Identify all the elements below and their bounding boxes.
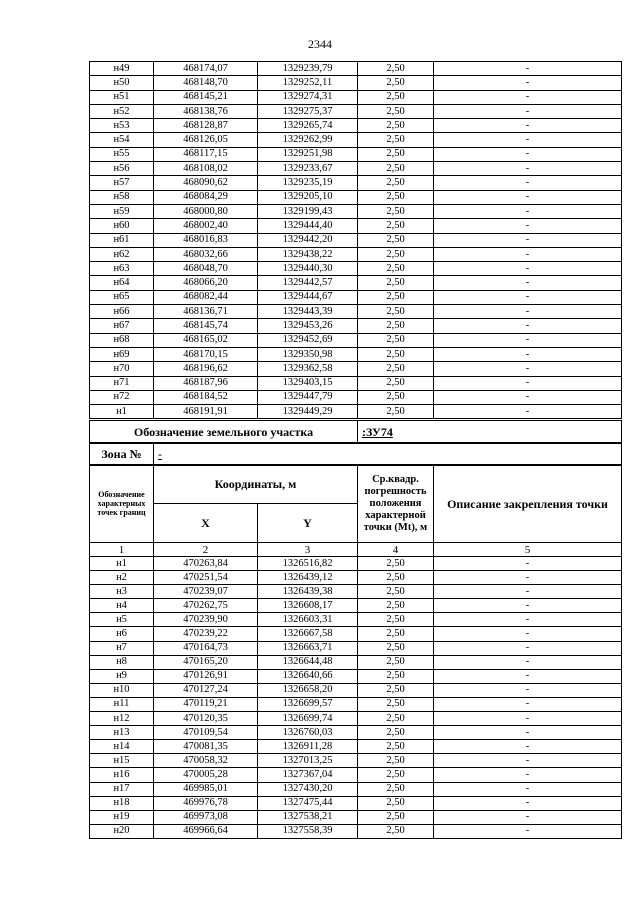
cell-accuracy: 2,50	[358, 571, 434, 585]
cell-description: -	[434, 697, 622, 711]
header-description: Описание закрепления точки	[434, 465, 622, 543]
cell-description: -	[434, 712, 622, 726]
cell-description: -	[434, 726, 622, 740]
cell-description: -	[434, 76, 622, 90]
col-num-3: 3	[258, 543, 358, 557]
table-row	[90, 571, 622, 585]
cell-point-id: н57	[90, 176, 154, 190]
cell-point-id: н61	[90, 233, 154, 247]
cell-accuracy: 2,50	[358, 599, 434, 613]
cell-description: -	[434, 62, 622, 76]
table-row	[90, 104, 622, 118]
cell-y-coord: 1329453,26	[258, 319, 358, 333]
cell-description: -	[434, 585, 622, 599]
cell-description: -	[434, 104, 622, 118]
coordinates-table	[89, 464, 622, 839]
table-row	[90, 333, 622, 347]
table-row	[90, 133, 622, 147]
cell-y-coord: 1326699,57	[258, 697, 358, 711]
cell-description: -	[434, 162, 622, 176]
cell-accuracy: 2,50	[358, 405, 434, 419]
col-num-1: 1	[90, 543, 154, 557]
cell-x-coord: 470081,35	[154, 740, 258, 754]
table-row	[90, 405, 622, 419]
table-row	[90, 362, 622, 376]
cell-description: -	[434, 247, 622, 261]
cell-accuracy: 2,50	[358, 754, 434, 768]
cell-x-coord: 470164,73	[154, 641, 258, 655]
cell-point-id: н10	[90, 683, 154, 697]
cell-accuracy: 2,50	[358, 697, 434, 711]
cell-x-coord: 470120,35	[154, 712, 258, 726]
cell-description: -	[434, 262, 622, 276]
cell-description: -	[434, 290, 622, 304]
cell-accuracy: 2,50	[358, 219, 434, 233]
cell-point-id: н8	[90, 655, 154, 669]
zone-number-row	[89, 442, 622, 466]
cell-point-id: н53	[90, 119, 154, 133]
table-row	[90, 233, 622, 247]
cell-y-coord: 1326603,31	[258, 613, 358, 627]
cell-x-coord: 468128,87	[154, 119, 258, 133]
page-number: 2344	[308, 37, 332, 51]
cell-point-id: н72	[90, 390, 154, 404]
cell-y-coord: 1326699,74	[258, 712, 358, 726]
cell-point-id: н1	[90, 557, 154, 571]
cell-y-coord: 1326667,58	[258, 627, 358, 641]
table-row	[90, 824, 622, 838]
cell-x-coord: 468117,15	[154, 147, 258, 161]
cell-accuracy: 2,50	[358, 90, 434, 104]
cell-y-coord: 1329265,74	[258, 119, 358, 133]
cell-x-coord: 468148,70	[154, 76, 258, 90]
cell-description: -	[434, 641, 622, 655]
cell-point-id: н68	[90, 333, 154, 347]
cell-accuracy: 2,50	[358, 333, 434, 347]
cell-accuracy: 2,50	[358, 376, 434, 390]
cell-accuracy: 2,50	[358, 627, 434, 641]
cell-description: -	[434, 347, 622, 361]
cell-x-coord: 468002,40	[154, 219, 258, 233]
cell-description: -	[434, 319, 622, 333]
col-num-2: 2	[154, 543, 258, 557]
cell-point-id: н55	[90, 147, 154, 161]
cell-description: -	[434, 405, 622, 419]
cell-x-coord: 468184,52	[154, 390, 258, 404]
table-row	[90, 796, 622, 810]
cell-point-id: н13	[90, 726, 154, 740]
col-num-5: 5	[434, 543, 622, 557]
cell-y-coord: 1329442,57	[258, 276, 358, 290]
zone-label: Зона №	[90, 443, 154, 466]
cell-point-id: н1	[90, 405, 154, 419]
table-row	[90, 290, 622, 304]
cell-x-coord: 470005,28	[154, 768, 258, 782]
cell-accuracy: 2,50	[358, 712, 434, 726]
table-row	[90, 585, 622, 599]
cell-point-id: н71	[90, 376, 154, 390]
cell-accuracy: 2,50	[358, 390, 434, 404]
table-row	[90, 810, 622, 824]
cell-accuracy: 2,50	[358, 104, 434, 118]
cell-y-coord: 1326439,12	[258, 571, 358, 585]
table-row	[90, 247, 622, 261]
table-row	[90, 782, 622, 796]
cell-x-coord: 469966,64	[154, 824, 258, 838]
cell-x-coord: 468108,02	[154, 162, 258, 176]
cell-description: -	[434, 133, 622, 147]
header-x: X	[154, 504, 258, 543]
cell-x-coord: 468082,44	[154, 290, 258, 304]
table-row	[90, 697, 622, 711]
cell-y-coord: 1326911,28	[258, 740, 358, 754]
cell-description: -	[434, 824, 622, 838]
cell-accuracy: 2,50	[358, 347, 434, 361]
cell-accuracy: 2,50	[358, 119, 434, 133]
cell-point-id: н18	[90, 796, 154, 810]
cell-y-coord: 1329239,79	[258, 62, 358, 76]
cell-point-id: н51	[90, 90, 154, 104]
table-row	[90, 176, 622, 190]
cell-point-id: н69	[90, 347, 154, 361]
cell-y-coord: 1329452,69	[258, 333, 358, 347]
cell-y-coord: 1329251,98	[258, 147, 358, 161]
cell-accuracy: 2,50	[358, 76, 434, 90]
table-row	[90, 319, 622, 333]
cell-y-coord: 1327538,21	[258, 810, 358, 824]
cell-point-id: н50	[90, 76, 154, 90]
cell-y-coord: 1329403,15	[258, 376, 358, 390]
cell-description: -	[434, 571, 622, 585]
cell-x-coord: 468090,62	[154, 176, 258, 190]
cell-description: -	[434, 376, 622, 390]
cell-x-coord: 470239,22	[154, 627, 258, 641]
table-row	[90, 557, 622, 571]
cell-accuracy: 2,50	[358, 740, 434, 754]
cell-accuracy: 2,50	[358, 782, 434, 796]
cell-y-coord: 1329233,67	[258, 162, 358, 176]
cell-point-id: н59	[90, 204, 154, 218]
coordinates-table-body	[90, 62, 622, 419]
cell-y-coord: 1329275,37	[258, 104, 358, 118]
cell-accuracy: 2,50	[358, 362, 434, 376]
cell-y-coord: 1326640,66	[258, 669, 358, 683]
cell-point-id: н9	[90, 669, 154, 683]
table-row	[90, 683, 622, 697]
cell-point-id: н49	[90, 62, 154, 76]
cell-accuracy: 2,50	[358, 176, 434, 190]
cell-y-coord: 1329442,20	[258, 233, 358, 247]
table-row	[90, 655, 622, 669]
cell-point-id: н70	[90, 362, 154, 376]
cell-y-coord: 1326658,20	[258, 683, 358, 697]
cell-y-coord: 1326663,71	[258, 641, 358, 655]
cell-description: -	[434, 740, 622, 754]
cell-point-id: н65	[90, 290, 154, 304]
cell-point-id: н54	[90, 133, 154, 147]
table-row	[90, 599, 622, 613]
cell-description: -	[434, 219, 622, 233]
cell-x-coord: 470058,32	[154, 754, 258, 768]
table-row	[90, 376, 622, 390]
cell-y-coord: 1326760,03	[258, 726, 358, 740]
header-point-designation: Обозначение характерных точек границ	[90, 465, 154, 543]
cell-point-id: н52	[90, 104, 154, 118]
parcel-label: Обозначение земельного участка	[90, 421, 358, 444]
cell-point-id: н12	[90, 712, 154, 726]
table-row	[90, 641, 622, 655]
cell-accuracy: 2,50	[358, 290, 434, 304]
cell-description: -	[434, 119, 622, 133]
cell-y-coord: 1329438,22	[258, 247, 358, 261]
cell-point-id: н56	[90, 162, 154, 176]
table-row	[90, 76, 622, 90]
cell-accuracy: 2,50	[358, 133, 434, 147]
cell-y-coord: 1326644,48	[258, 655, 358, 669]
cell-description: -	[434, 90, 622, 104]
cell-x-coord: 470239,07	[154, 585, 258, 599]
cell-x-coord: 468165,02	[154, 333, 258, 347]
cell-point-id: н19	[90, 810, 154, 824]
cell-description: -	[434, 276, 622, 290]
cell-x-coord: 468016,83	[154, 233, 258, 247]
cell-accuracy: 2,50	[358, 613, 434, 627]
cell-x-coord: 469985,01	[154, 782, 258, 796]
cell-accuracy: 2,50	[358, 796, 434, 810]
cell-description: -	[434, 233, 622, 247]
cell-y-coord: 1329199,43	[258, 204, 358, 218]
cell-description: -	[434, 557, 622, 571]
cell-point-id: н58	[90, 190, 154, 204]
cell-description: -	[434, 190, 622, 204]
cell-description: -	[434, 627, 622, 641]
cell-point-id: н60	[90, 219, 154, 233]
cell-point-id: н20	[90, 824, 154, 838]
cell-y-coord: 1329362,58	[258, 362, 358, 376]
table-row	[90, 90, 622, 104]
cell-accuracy: 2,50	[358, 319, 434, 333]
table-row	[90, 204, 622, 218]
cell-description: -	[434, 655, 622, 669]
cell-accuracy: 2,50	[358, 204, 434, 218]
cell-x-coord: 468000,80	[154, 204, 258, 218]
cell-description: -	[434, 683, 622, 697]
table-row	[90, 219, 622, 233]
cell-y-coord: 1329274,31	[258, 90, 358, 104]
cell-x-coord: 470239,90	[154, 613, 258, 627]
cell-description: -	[434, 147, 622, 161]
cell-x-coord: 469976,78	[154, 796, 258, 810]
cell-accuracy: 2,50	[358, 726, 434, 740]
cell-point-id: н11	[90, 697, 154, 711]
cell-description: -	[434, 669, 622, 683]
cell-accuracy: 2,50	[358, 190, 434, 204]
cell-description: -	[434, 768, 622, 782]
cell-description: -	[434, 204, 622, 218]
cell-y-coord: 1329444,40	[258, 219, 358, 233]
cell-description: -	[434, 305, 622, 319]
cell-y-coord: 1329447,79	[258, 390, 358, 404]
cell-point-id: н15	[90, 754, 154, 768]
cell-x-coord: 470119,21	[154, 697, 258, 711]
table-header	[90, 465, 622, 557]
table-row	[90, 147, 622, 161]
cell-y-coord: 1329449,29	[258, 405, 358, 419]
cell-description: -	[434, 599, 622, 613]
table-row	[90, 347, 622, 361]
coordinates-table-continued	[89, 61, 622, 419]
table-row	[90, 162, 622, 176]
table-row	[90, 190, 622, 204]
cell-y-coord: 1327430,20	[258, 782, 358, 796]
table-row	[90, 754, 622, 768]
cell-y-coord: 1329444,67	[258, 290, 358, 304]
cell-y-coord: 1329350,98	[258, 347, 358, 361]
table-row	[90, 305, 622, 319]
table-row	[90, 390, 622, 404]
cell-description: -	[434, 333, 622, 347]
cell-point-id: н5	[90, 613, 154, 627]
cell-point-id: н4	[90, 599, 154, 613]
cell-accuracy: 2,50	[358, 147, 434, 161]
cell-x-coord: 470126,91	[154, 669, 258, 683]
cell-description: -	[434, 176, 622, 190]
cell-y-coord: 1329252,11	[258, 76, 358, 90]
cell-x-coord: 468032,66	[154, 247, 258, 261]
header-coordinates: Координаты, м	[154, 465, 358, 504]
cell-x-coord: 469973,08	[154, 810, 258, 824]
cell-point-id: н14	[90, 740, 154, 754]
cell-x-coord: 470251,54	[154, 571, 258, 585]
cell-y-coord: 1326516,82	[258, 557, 358, 571]
cell-accuracy: 2,50	[358, 641, 434, 655]
cell-x-coord: 468136,71	[154, 305, 258, 319]
cell-x-coord: 468145,74	[154, 319, 258, 333]
cell-accuracy: 2,50	[358, 655, 434, 669]
cell-point-id: н7	[90, 641, 154, 655]
parcel-value: :ЗУ74	[358, 421, 622, 444]
cell-accuracy: 2,50	[358, 585, 434, 599]
cell-point-id: н64	[90, 276, 154, 290]
cell-accuracy: 2,50	[358, 768, 434, 782]
cell-y-coord: 1329440,30	[258, 262, 358, 276]
table-row	[90, 262, 622, 276]
cell-x-coord: 468174,07	[154, 62, 258, 76]
cell-y-coord: 1326608,17	[258, 599, 358, 613]
coordinates-table-body	[90, 557, 622, 839]
cell-y-coord: 1327475,44	[258, 796, 358, 810]
cell-x-coord: 470165,20	[154, 655, 258, 669]
cell-x-coord: 468138,76	[154, 104, 258, 118]
cell-point-id: н17	[90, 782, 154, 796]
cell-description: -	[434, 390, 622, 404]
cell-y-coord: 1326439,38	[258, 585, 358, 599]
cell-description: -	[434, 754, 622, 768]
cell-description: -	[434, 782, 622, 796]
cell-description: -	[434, 810, 622, 824]
table-row	[90, 627, 622, 641]
cell-y-coord: 1327013,25	[258, 754, 358, 768]
cell-point-id: н67	[90, 319, 154, 333]
cell-x-coord: 470263,84	[154, 557, 258, 571]
cell-x-coord: 468187,96	[154, 376, 258, 390]
table-row	[90, 276, 622, 290]
cell-x-coord: 470262,75	[154, 599, 258, 613]
table-row	[90, 669, 622, 683]
cell-y-coord: 1327558,39	[258, 824, 358, 838]
cell-x-coord: 468145,21	[154, 90, 258, 104]
cell-y-coord: 1327367,04	[258, 768, 358, 782]
cell-x-coord: 468084,29	[154, 190, 258, 204]
cell-x-coord: 468191,91	[154, 405, 258, 419]
cell-x-coord: 468196,62	[154, 362, 258, 376]
cell-accuracy: 2,50	[358, 669, 434, 683]
cell-point-id: н3	[90, 585, 154, 599]
cell-x-coord: 470109,54	[154, 726, 258, 740]
cell-accuracy: 2,50	[358, 276, 434, 290]
cell-x-coord: 468066,20	[154, 276, 258, 290]
cell-x-coord: 470127,24	[154, 683, 258, 697]
header-accuracy: Ср.квадр. погрешность положения характерной точки (Mt), м	[358, 465, 434, 543]
cell-accuracy: 2,50	[358, 262, 434, 276]
parcel-designation-row	[89, 420, 622, 444]
table-row	[90, 613, 622, 627]
cell-accuracy: 2,50	[358, 62, 434, 76]
cell-y-coord: 1329205,10	[258, 190, 358, 204]
header-y: Y	[258, 504, 358, 543]
cell-point-id: н6	[90, 627, 154, 641]
cell-accuracy: 2,50	[358, 233, 434, 247]
cell-accuracy: 2,50	[358, 557, 434, 571]
table-row	[90, 768, 622, 782]
cell-y-coord: 1329443,39	[258, 305, 358, 319]
cell-point-id: н63	[90, 262, 154, 276]
table-row	[90, 119, 622, 133]
cell-description: -	[434, 796, 622, 810]
cell-accuracy: 2,50	[358, 810, 434, 824]
cell-description: -	[434, 613, 622, 627]
cell-point-id: н62	[90, 247, 154, 261]
cell-point-id: н2	[90, 571, 154, 585]
cell-accuracy: 2,50	[358, 162, 434, 176]
cell-point-id: н16	[90, 768, 154, 782]
table-row	[90, 726, 622, 740]
cell-x-coord: 468126,05	[154, 133, 258, 147]
cell-accuracy: 2,50	[358, 824, 434, 838]
cell-x-coord: 468170,15	[154, 347, 258, 361]
zone-value: -	[154, 443, 622, 466]
cell-y-coord: 1329235,19	[258, 176, 358, 190]
table-row	[90, 62, 622, 76]
cell-y-coord: 1329262,99	[258, 133, 358, 147]
table-row	[90, 740, 622, 754]
table-row	[90, 712, 622, 726]
col-num-4: 4	[358, 543, 434, 557]
cell-description: -	[434, 362, 622, 376]
cell-point-id: н66	[90, 305, 154, 319]
cell-accuracy: 2,50	[358, 683, 434, 697]
cell-x-coord: 468048,70	[154, 262, 258, 276]
cell-accuracy: 2,50	[358, 247, 434, 261]
cell-accuracy: 2,50	[358, 305, 434, 319]
